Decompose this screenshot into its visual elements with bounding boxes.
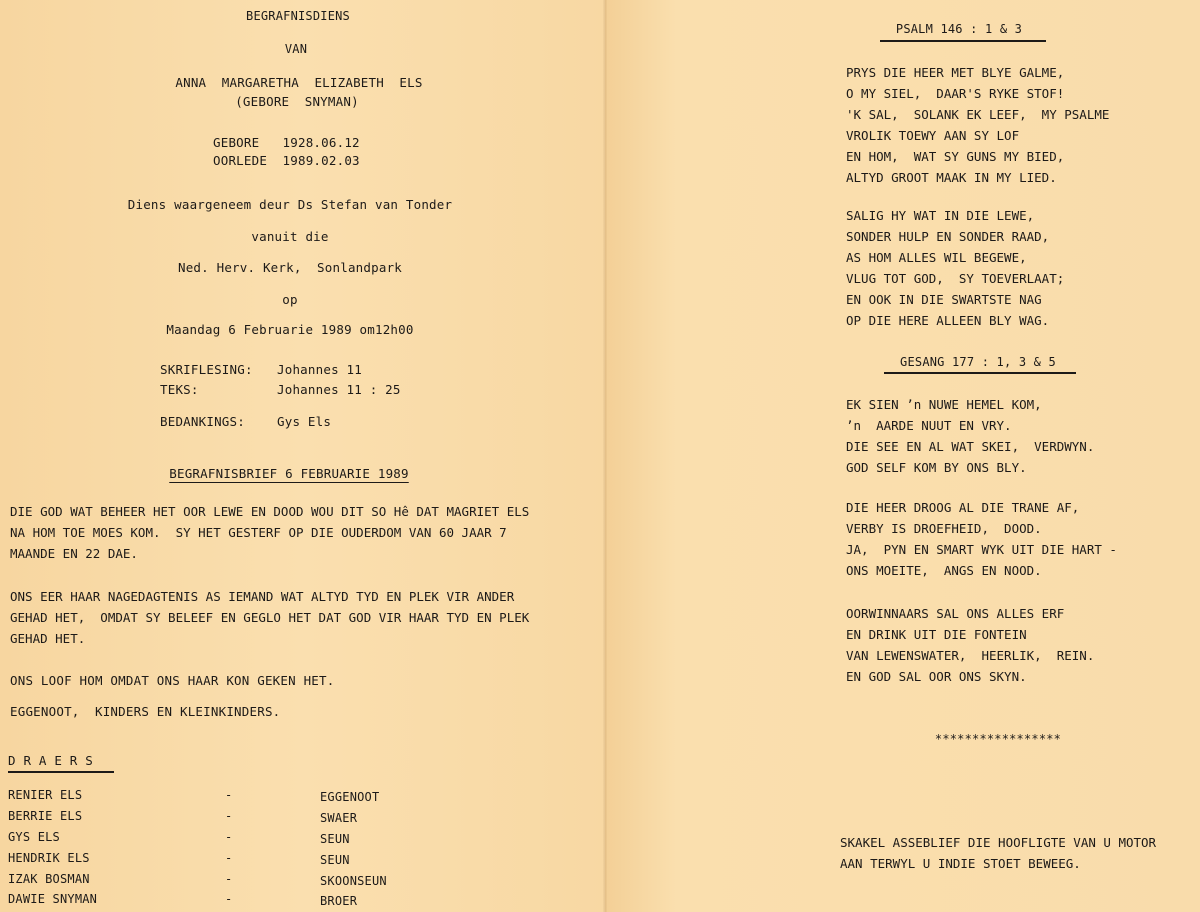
- text-value: Johannes 11 : 25: [277, 382, 401, 397]
- letter-paragraph-4: EGGENOOT, KINDERS EN KLEINKINDERS.: [10, 704, 281, 719]
- verse-line: OORWINNAARS SAL ONS ALLES ERF: [846, 606, 1065, 621]
- verse-line: OP DIE HERE ALLEEN BLY WAG.: [846, 313, 1050, 328]
- verse-line: VROLIK TOEWY AAN SY LOF: [846, 128, 1020, 143]
- bearer-dash: -: [225, 809, 233, 823]
- maiden-name: (GEBORE SNYMAN): [235, 94, 359, 109]
- letter-line: NA HOM TOE MOES KOM. SY HET GESTERF OP DIE OUDERDOM VAN 60 JAAR 7: [10, 525, 507, 540]
- verse-line: DIE HEER DROOG AL DIE TRANE AF,: [846, 500, 1080, 515]
- bearer-relation: SKOONSEUN: [320, 874, 387, 888]
- verse-line: VAN LEWENSWATER, HEERLIK, REIN.: [846, 648, 1095, 663]
- program-title: BEGRAFNISDIENS: [246, 9, 350, 23]
- bearer-dash: -: [225, 892, 233, 906]
- psalm-heading: PSALM 146 : 1 & 3: [895, 22, 1023, 36]
- bearer-name: IZAK BOSMAN: [8, 872, 90, 886]
- bearer-relation: EGGENOOT: [320, 790, 380, 804]
- church-name: Ned. Herv. Kerk, Sonlandpark: [177, 260, 403, 275]
- bearer-dash: -: [225, 830, 233, 844]
- psalm-verse-2: [846, 205, 1064, 331]
- verse-line: ONS MOEITE, ANGS EN NOOD.: [846, 563, 1042, 578]
- notice-line: AAN TERWYL U INDIE STOET BEWEEG.: [840, 856, 1081, 871]
- reading-label: SKRIFLESING:: [160, 362, 253, 377]
- bearer-name: HENDRIK ELS: [8, 851, 90, 865]
- from-line: vanuit die: [251, 229, 329, 244]
- letter-line: ONS EER HAAR NAGEDAGTENIS AS IEMAND WAT ALTYD TYD EN PLEK VIR ANDER: [10, 589, 515, 604]
- bearer-relation: SWAER: [320, 811, 358, 825]
- verse-line: SONDER HULP EN SONDER RAAD,: [846, 229, 1050, 244]
- bearer-name: GYS ELS: [8, 830, 60, 844]
- verse-line: VLUG TOT GOD, SY TOEVERLAAT;: [846, 271, 1065, 286]
- verse-line: GOD SELF KOM BY ONS BLY.: [846, 460, 1027, 475]
- headlights-notice: [840, 832, 1156, 874]
- bearer-name: BERRIE ELS: [8, 809, 83, 823]
- verse-line: EN DRINK UIT DIE FONTEIN: [846, 627, 1027, 642]
- death-date: OORLEDE 1989.02.03: [213, 153, 360, 168]
- star-separator: *****************: [934, 732, 1062, 746]
- page-fold: [603, 0, 607, 912]
- hymn-heading: GESANG 177 : 1, 3 & 5: [900, 355, 1056, 369]
- bearer-name: RENIER ELS: [8, 788, 83, 802]
- officiant: Diens waargeneem deur Ds Stefan van Tonder: [127, 197, 453, 212]
- deceased-name: ANNA MARGARETHA ELIZABETH ELS: [175, 75, 423, 90]
- on-line: op: [282, 292, 298, 307]
- van-line: VAN: [284, 42, 308, 56]
- psalm-verse-1: [846, 62, 1109, 188]
- verse-line: 'K SAL, SOLANK EK LEEF, MY PSALME: [846, 107, 1110, 122]
- bearer-dash: -: [225, 851, 233, 865]
- hymn-verse-2: [846, 497, 1117, 581]
- verse-line: ALTYD GROOT MAAK IN MY LIED.: [846, 170, 1057, 185]
- notice-line: SKAKEL ASSEBLIEF DIE HOOFLIGTE VAN U MOTOR: [840, 835, 1157, 850]
- letter-line: GEHAD HET.: [10, 631, 86, 646]
- thanks-value: Gys Els: [277, 414, 332, 429]
- hymn-verse-1: [846, 394, 1094, 478]
- letter-heading: BEGRAFNISBRIEF 6 FEBRUARIE 1989: [169, 466, 409, 481]
- letter-paragraph-2: [10, 586, 529, 649]
- letter-line: DIE GOD WAT BEHEER HET OOR LEWE EN DOOD WOU DIT SO Hê DAT MAGRIET ELS: [10, 504, 530, 519]
- bearers-heading: D R A E R S: [8, 753, 93, 768]
- bearer-relation: SEUN: [320, 853, 350, 867]
- letter-paragraph-3: ONS LOOF HOM OMDAT ONS HAAR KON GEKEN HET.: [10, 673, 335, 688]
- bearer-relation: SEUN: [320, 832, 350, 846]
- verse-line: EN HOM, WAT SY GUNS MY BIED,: [846, 149, 1065, 164]
- hymn-heading-underline: [884, 372, 1076, 374]
- letter-line: MAANDE EN 22 DAE.: [10, 546, 138, 561]
- bearers-heading-underline: [8, 771, 114, 773]
- verse-line: EN GOD SAL OOR ONS SKYN.: [846, 669, 1027, 684]
- letter-paragraph-1: [10, 501, 529, 564]
- bearer-relation: BROER: [320, 894, 358, 908]
- verse-line: PRYS DIE HEER MET BLYE GALME,: [846, 65, 1065, 80]
- bearer-name: DAWIE SNYMAN: [8, 892, 98, 906]
- verse-line: DIE SEE EN AL WAT SKEI, VERDWYN.: [846, 439, 1095, 454]
- reading-value: Johannes 11: [277, 362, 362, 377]
- thanks-label: BEDANKINGS:: [160, 414, 245, 429]
- verse-line: JA, PYN EN SMART WYK UIT DIE HART -: [846, 542, 1117, 557]
- verse-line: SALIG HY WAT IN DIE LEWE,: [846, 208, 1035, 223]
- bearer-dash: -: [225, 872, 233, 886]
- verse-line: O MY SIEL, DAAR'S RYKE STOF!: [846, 86, 1065, 101]
- service-date: Maandag 6 Februarie 1989 om12h00: [166, 322, 414, 337]
- text-label: TEKS:: [160, 382, 199, 397]
- verse-line: VERBY IS DROEFHEID, DOOD.: [846, 521, 1042, 536]
- hymn-verse-3: [846, 603, 1094, 687]
- birth-date: GEBORE 1928.06.12: [213, 135, 360, 150]
- verse-line: ʼn AARDE NUUT EN VRY.: [846, 418, 1012, 433]
- verse-line: EK SIEN ʼn NUWE HEMEL KOM,: [846, 397, 1042, 412]
- verse-line: AS HOM ALLES WIL BEGEWE,: [846, 250, 1027, 265]
- verse-line: EN OOK IN DIE SWARTSTE NAG: [846, 292, 1042, 307]
- bearer-dash: -: [225, 788, 233, 802]
- psalm-heading-underline: [880, 40, 1046, 42]
- letter-line: GEHAD HET, OMDAT SY BELEEF EN GEGLO HET DAT GOD VIR HAAR TYD EN PLEK: [10, 610, 530, 625]
